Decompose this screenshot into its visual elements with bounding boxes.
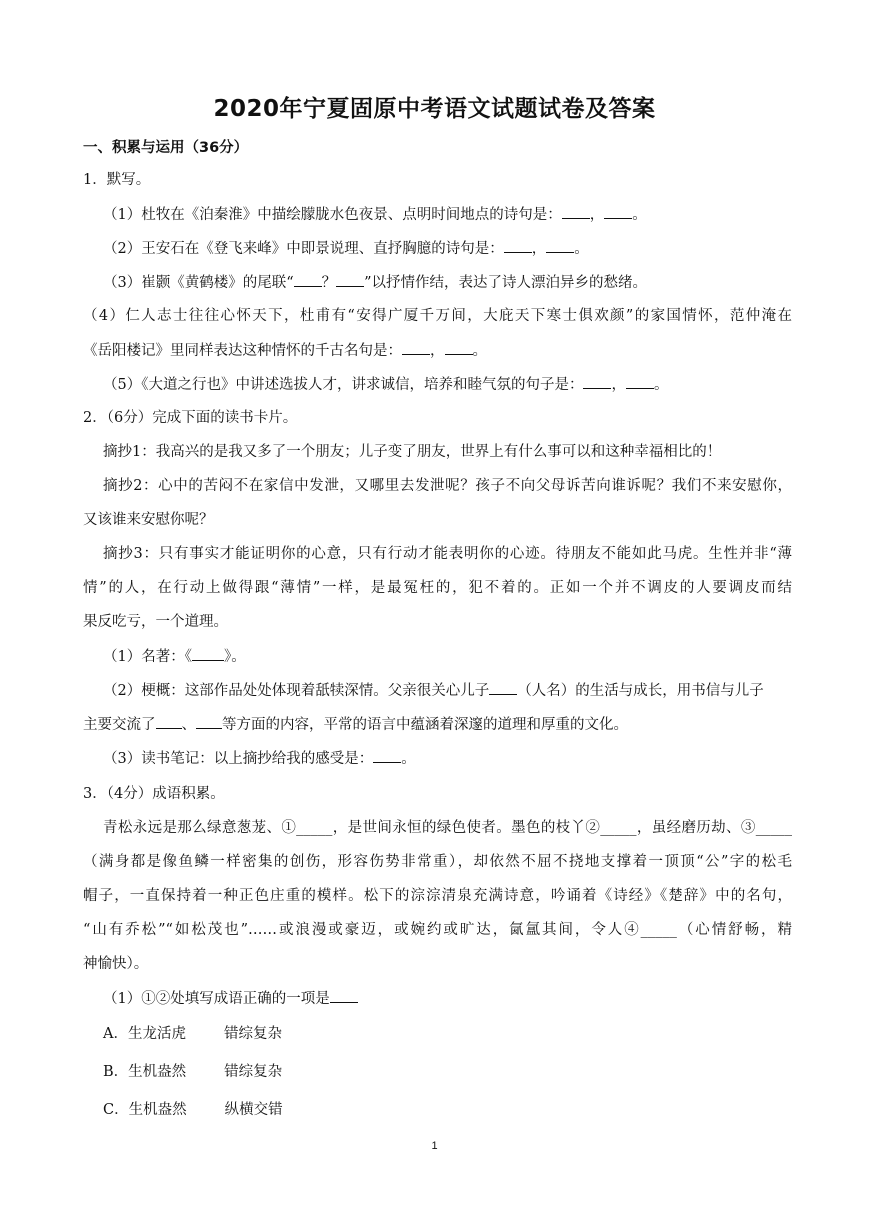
option-a[interactable]: A．生龙活虎 错综复杂	[103, 1026, 282, 1042]
q3-passage-line-2: （满身都是像鱼鳞一样密集的创伤，形容伤势非常重），却依然不屈不挠地支撑着一顶顶“公”字的松毛	[83, 854, 792, 870]
q2-excerpt-3-line-3: 果反吃亏，一个道理。	[83, 614, 228, 630]
answer-blank[interactable]	[546, 238, 574, 253]
option-b[interactable]: B．生机盎然 错综复杂	[103, 1064, 283, 1080]
answer-blank[interactable]	[192, 646, 224, 661]
answer-blank[interactable]	[489, 680, 517, 695]
option-c[interactable]: C．生机盎然 纵横交错	[103, 1102, 283, 1118]
q2-sub-3: （3）读书笔记：以上摘抄给我的感受是： 。	[103, 748, 416, 769]
answer-blank[interactable]	[330, 988, 358, 1003]
q3-passage-line-1: 青松永远是那么绿意葱茏、①_____，是世间永恒的绿色使者。墨色的枝丫②_____，虽经磨历劫、③_____	[103, 820, 792, 836]
answer-blank[interactable]	[402, 340, 430, 355]
q2-excerpt-1: 摘抄1：我高兴的是我又多了一个朋友；儿子变了朋友，世界上有什么事可以和这种幸福相比的！	[103, 444, 722, 460]
q3-sub-1: （1）①②处填写成语正确的一项是	[103, 988, 358, 1009]
answer-blank[interactable]	[562, 204, 590, 219]
q3-passage-line-5: 神愉快）。	[83, 956, 149, 972]
page-title: 2020年宁夏固原中考语文试题试卷及答案	[213, 96, 656, 122]
q2-stem: 2．（6分）完成下面的读书卡片。	[83, 410, 298, 426]
q1-item-5: （5）《大道之行也》中讲述选拔人才，讲求诚信，培养和睦气氛的句子是： ， 。	[103, 374, 668, 395]
page-number: 1	[431, 1140, 438, 1152]
answer-blank[interactable]	[626, 374, 654, 389]
answer-blank[interactable]	[156, 714, 182, 729]
q2-excerpt-2-line-2: 又该谁来安慰你呢？	[83, 512, 214, 528]
answer-blank[interactable]	[196, 714, 222, 729]
q2-excerpt-2-line-1: 摘抄2：心中的苦闷不在家信中发泄，又哪里去发泄呢？孩子不向父母诉苦向谁诉呢？我们不来安慰你，	[103, 478, 792, 494]
answer-blank[interactable]	[294, 272, 322, 287]
section-heading: 一、积累与运用（36分）	[83, 140, 249, 156]
answer-blank[interactable]	[373, 748, 401, 763]
answer-blank[interactable]	[604, 204, 632, 219]
q2-excerpt-3-line-2: 情”的人，在行动上做得跟“薄情”一样，是最冤枉的，犯不着的。正如一个并不调皮的人要调皮而结	[83, 580, 792, 596]
q1-item-4-line-1: （4）仁人志士往往心怀天下，杜甫有“安得广厦千万间，大庇天下寒士俱欢颜”的家国情怀，范仲淹在	[83, 308, 792, 324]
q1-item-2: （2）王安石在《登飞来峰》中即景说理、直抒胸臆的诗句是： ， 。	[103, 238, 589, 259]
q1-item-4-line-2: 《岳阳楼记》里同样表达这种情怀的千古名句是： ， 。	[83, 340, 487, 361]
q1-item-1: （1）杜牧在《泊秦淮》中描绘朦胧水色夜景、点明时间地点的诗句是： ， 。	[103, 204, 647, 225]
q3-passage-line-3: 帽子，一直保持着一种正色庄重的模样。松下的淙淙清泉充满诗意，吟诵着《诗经》《楚辞》中的名句，	[83, 888, 792, 904]
q2-sub-2-line-1: （2）梗概：这部作品处处体现着舐犊深情。父亲很关心儿子 （人名）的生活与成长，用书信与儿子	[103, 680, 764, 701]
q1-stem: 1．默写。	[83, 172, 151, 188]
answer-blank[interactable]	[445, 340, 473, 355]
q2-excerpt-3-line-1: 摘抄3：只有事实才能证明你的心意，只有行动才能表明你的心迹。待朋友不能如此马虎。生性并非“薄	[103, 546, 792, 562]
answer-blank[interactable]	[504, 238, 532, 253]
q3-passage-line-4: “山有乔松”“如松茂也”……或浪漫或豪迈，或婉约或旷达，氤氲其间，令人④_____（心情舒畅，精	[83, 922, 792, 938]
q3-stem: 3．（4分）成语积累。	[83, 786, 225, 802]
q2-sub-2-line-2: 主要交流了 、 等方面的内容，平常的语言中蕴涵着深邃的道理和厚重的文化。	[83, 714, 628, 735]
answer-blank[interactable]	[336, 272, 364, 287]
q1-item-3: （3）崔颢《黄鹤楼》的尾联“ ？ ”以抒情作结，表达了诗人漂泊异乡的愁绪。	[103, 272, 647, 293]
q2-sub-1: （1）名著：《 》。	[103, 646, 246, 667]
answer-blank[interactable]	[583, 374, 611, 389]
